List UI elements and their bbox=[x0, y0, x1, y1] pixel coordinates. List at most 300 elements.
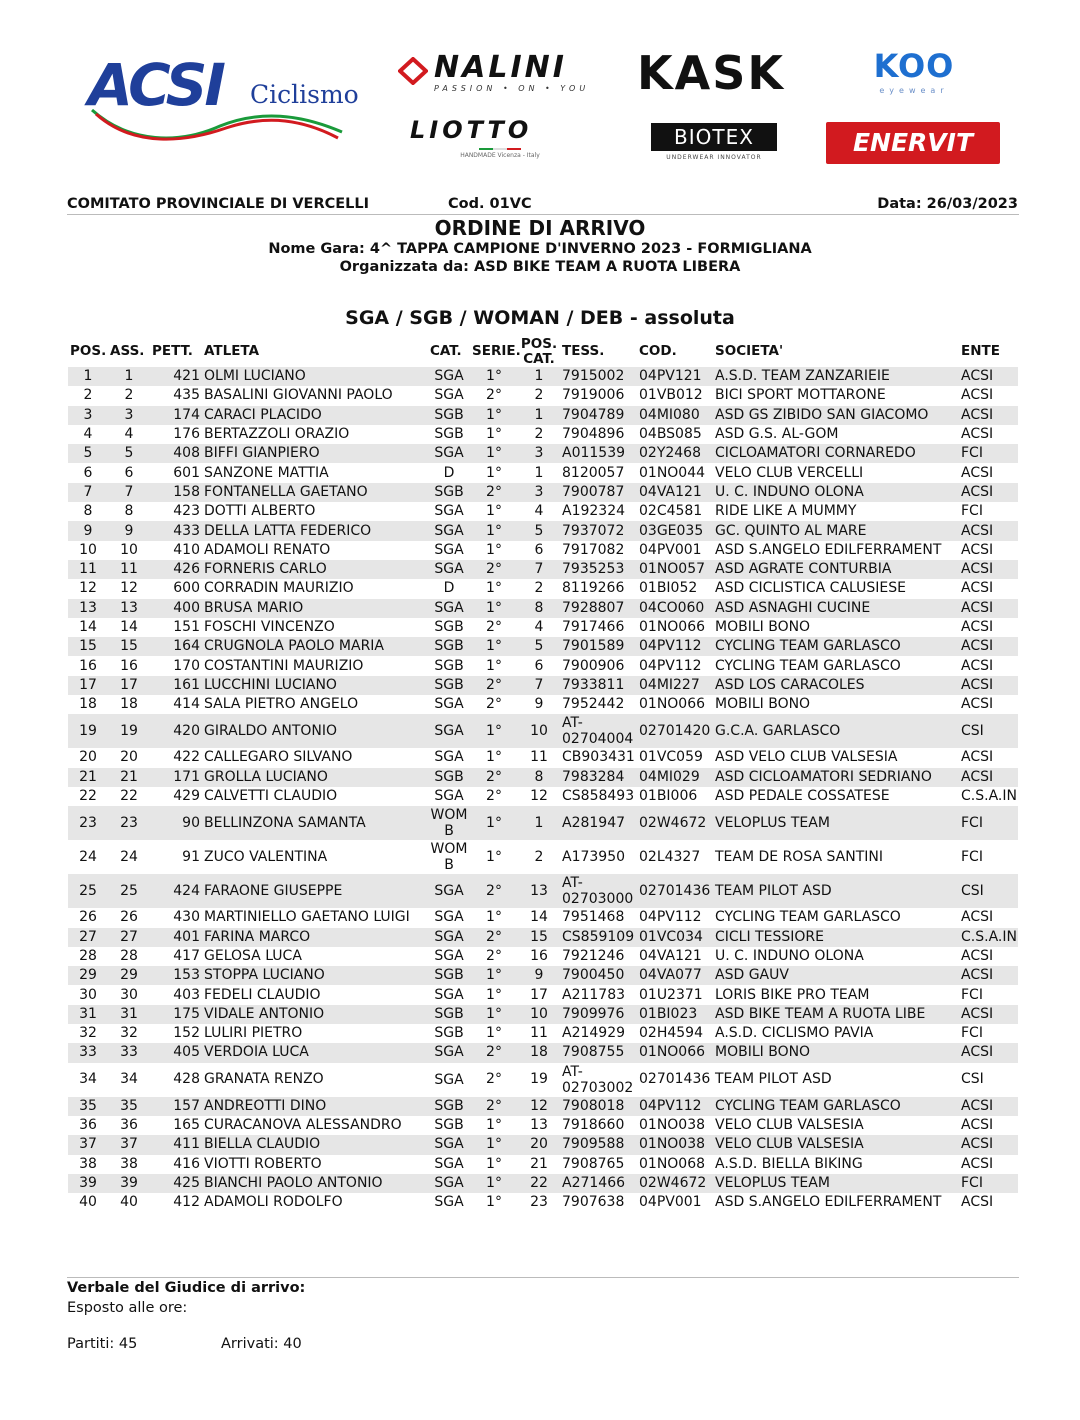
cell-ente: ACSI bbox=[959, 367, 1018, 386]
cell-pos: 29 bbox=[68, 966, 108, 985]
biotex-logo-tagline: UNDERWEAR INNOVATOR bbox=[666, 154, 762, 161]
liotto-logo-tagline: HANDMADE Vicenza - Italy bbox=[460, 152, 540, 159]
cell-poscat: 1 bbox=[518, 367, 560, 386]
cell-tess: A271466 bbox=[560, 1174, 637, 1193]
acsi-logo-ciclismo: Ciclismo bbox=[250, 80, 359, 109]
table-row bbox=[68, 386, 1018, 405]
cell-pos: 13 bbox=[68, 599, 108, 618]
cell-pett: 421 bbox=[150, 367, 202, 386]
cell-poscat: 5 bbox=[518, 521, 560, 540]
cell-cat: SGB bbox=[434, 657, 464, 674]
cell-poscat: 12 bbox=[518, 1097, 560, 1116]
cell-ass: 36 bbox=[120, 1117, 138, 1134]
cell-societa: VELO CLUB VALSESIA bbox=[713, 1135, 959, 1154]
cell-societa: ASD BIKE TEAM A RUOTA LIBE bbox=[713, 1005, 959, 1024]
table-row bbox=[68, 637, 1018, 656]
cell-pos: 3 bbox=[68, 406, 108, 425]
cell-ente: ACSI bbox=[961, 464, 994, 481]
cell-cod: 01NO066 bbox=[637, 1043, 713, 1062]
cell-tess: 7909588 bbox=[560, 1135, 637, 1154]
cell-cod: 04PV112 bbox=[637, 1097, 713, 1116]
acsi-ciclismo-logo bbox=[88, 51, 359, 148]
cell-pos: 30 bbox=[79, 986, 97, 1003]
cell-cat: SGB bbox=[428, 676, 470, 695]
cell-societa: TEAM DE ROSA SANTINI bbox=[715, 848, 883, 865]
cell-cat: SGA bbox=[428, 874, 470, 908]
cell-cat: SGA bbox=[434, 749, 464, 766]
cell-ass: 13 bbox=[108, 599, 150, 618]
cell-ass: 29 bbox=[108, 966, 150, 985]
cell-poscat: 12 bbox=[530, 788, 548, 805]
cell-ass: 40 bbox=[120, 1194, 138, 1211]
verbale-label: Verbale del Giudice di arrivo: bbox=[67, 1280, 306, 1296]
table-row bbox=[68, 874, 1018, 908]
cell-atleta: GELOSA LUCA bbox=[204, 947, 302, 964]
cell-cat: SGA bbox=[428, 1135, 470, 1154]
cell-pett: 417 bbox=[173, 947, 200, 964]
cell-cat: SGA bbox=[434, 696, 464, 713]
cell-cod: 04CO060 bbox=[637, 599, 713, 618]
cell-cod: 04VA077 bbox=[637, 966, 713, 985]
cell-tess: AT-02703002 bbox=[562, 1063, 634, 1096]
table-row bbox=[68, 618, 1018, 637]
cell-cod: 01NO057 bbox=[637, 560, 713, 579]
cell-cod: 01BI052 bbox=[639, 580, 698, 597]
nalini-logo-tagline: PASSION • ON • YOU bbox=[434, 84, 590, 93]
table-row bbox=[68, 406, 1018, 425]
cell-poscat: 2 bbox=[534, 580, 544, 597]
esposto-label: Esposto alle ore: bbox=[67, 1300, 188, 1316]
cell-societa: ASD ASNAGHI CUCINE bbox=[713, 599, 959, 618]
cell-ente: FCI bbox=[959, 1174, 1018, 1193]
cell-pos: 7 bbox=[68, 483, 108, 502]
cell-tess: 7917082 bbox=[562, 541, 625, 558]
cell-societa: LORIS BIKE PRO TEAM bbox=[715, 986, 870, 1003]
table-row bbox=[68, 1155, 1018, 1174]
cell-cat: D bbox=[443, 464, 455, 481]
cell-tess: 7907638 bbox=[562, 1194, 625, 1211]
cell-ass: 14 bbox=[120, 619, 138, 635]
table-row bbox=[68, 787, 1018, 806]
cell-ente: ACSI bbox=[961, 619, 994, 635]
enervit-logo-word: ENERVIT bbox=[826, 122, 1000, 164]
cell-tess: 7983284 bbox=[560, 768, 637, 787]
cell-tess: 7937072 bbox=[560, 521, 637, 540]
col-header-cod: COD. bbox=[639, 343, 677, 360]
cell-poscat: 10 bbox=[518, 714, 560, 748]
cell-atleta: FEDELI CLAUDIO bbox=[204, 986, 321, 1003]
col-header-societa: SOCIETA' bbox=[715, 343, 784, 360]
cell-ente: ACSI bbox=[959, 483, 1018, 502]
nalini-logo bbox=[398, 50, 602, 97]
cell-pett: 400 bbox=[150, 599, 202, 618]
cell-atleta: FARINA MARCO bbox=[202, 928, 428, 947]
cell-cod: 01NO038 bbox=[637, 1135, 713, 1154]
cell-cod: 02L4327 bbox=[639, 848, 701, 865]
cell-atleta: VIOTTI ROBERTO bbox=[204, 1155, 322, 1172]
cell-cod: 02701436 bbox=[639, 1071, 711, 1088]
cell-societa: ASD CICLISTICA CALUSIESE bbox=[715, 580, 906, 597]
table-row bbox=[68, 1005, 1018, 1024]
cell-ass: 20 bbox=[120, 749, 138, 766]
cell-cat: SGA bbox=[428, 928, 470, 947]
cell-cat: SGA bbox=[428, 1174, 470, 1193]
cell-ass: 34 bbox=[120, 1071, 138, 1088]
col-header-cat: CAT. bbox=[430, 343, 462, 360]
cell-pos: 38 bbox=[79, 1155, 97, 1172]
cell-pos: 33 bbox=[68, 1043, 108, 1062]
cell-cat: SGA bbox=[428, 560, 470, 579]
cell-cat: SGA bbox=[428, 1043, 470, 1062]
cell-ente: ACSI bbox=[961, 1155, 994, 1172]
cell-cat: SGB bbox=[434, 1117, 464, 1134]
cell-serie: 1° bbox=[470, 444, 518, 463]
cell-poscat: 6 bbox=[534, 541, 544, 558]
cell-pos: 1 bbox=[68, 367, 108, 386]
cell-serie: 2° bbox=[470, 1043, 518, 1062]
cell-pos: 39 bbox=[68, 1174, 108, 1193]
cell-cod: 04PV112 bbox=[639, 909, 702, 926]
cell-serie: 2° bbox=[486, 387, 502, 404]
cell-societa: A.S.D. CICLISMO PAVIA bbox=[715, 1025, 874, 1042]
cell-pos: 34 bbox=[79, 1071, 97, 1088]
nalini-mark-icon bbox=[398, 57, 428, 85]
cell-tess: 7952442 bbox=[562, 696, 625, 713]
cell-tess: A173950 bbox=[562, 849, 626, 866]
cell-serie: 2° bbox=[470, 928, 518, 947]
cell-pett: 420 bbox=[150, 714, 202, 748]
cell-ass: 7 bbox=[108, 483, 150, 502]
cell-cat: SGB bbox=[428, 637, 470, 656]
cell-societa: CICLI TESSIORE bbox=[713, 928, 959, 947]
cell-tess: 8120057 bbox=[562, 464, 625, 481]
cell-cat: SGB bbox=[428, 1097, 470, 1116]
cell-societa: ASD GAUV bbox=[713, 966, 959, 985]
cell-ente: ACSI bbox=[959, 406, 1018, 425]
cell-cat: SGA bbox=[428, 444, 470, 463]
cell-pett: 408 bbox=[150, 444, 202, 463]
cell-pett: 424 bbox=[150, 874, 202, 908]
cell-atleta: BASALINI GIOVANNI PAOLO bbox=[204, 387, 393, 404]
table-row bbox=[68, 748, 1018, 767]
partiti-count: Partiti: 45 bbox=[67, 1336, 138, 1352]
cell-poscat: 8 bbox=[518, 599, 560, 618]
cell-poscat: 22 bbox=[518, 1174, 560, 1193]
cell-pos: 28 bbox=[79, 947, 97, 964]
cell-ass: 3 bbox=[108, 406, 150, 425]
cell-ass: 16 bbox=[120, 657, 138, 674]
cell-ass: 26 bbox=[120, 909, 138, 926]
cell-cod: 01BI023 bbox=[637, 1005, 713, 1024]
cell-ente: ACSI bbox=[961, 1117, 994, 1134]
cell-cod: 04PV001 bbox=[639, 541, 702, 558]
cell-serie: 1° bbox=[470, 367, 518, 386]
cell-atleta: GRANATA RENZO bbox=[204, 1071, 324, 1088]
cell-ente: CSI bbox=[961, 1071, 984, 1088]
cell-tess: 7951468 bbox=[562, 909, 625, 926]
cell-societa: CYCLING TEAM GARLASCO bbox=[713, 637, 959, 656]
cell-ass: 5 bbox=[108, 444, 150, 463]
cell-poscat: 16 bbox=[530, 947, 548, 964]
cell-pett: 153 bbox=[150, 966, 202, 985]
cell-pos: 40 bbox=[79, 1194, 97, 1211]
cell-ass: 32 bbox=[120, 1025, 138, 1042]
cell-cod: 01NO038 bbox=[639, 1117, 706, 1134]
cell-ente: FCI bbox=[959, 806, 1018, 840]
table-row bbox=[68, 840, 1018, 874]
cell-atleta: GROLLA LUCIANO bbox=[202, 768, 428, 787]
cell-cat: WOMB bbox=[428, 806, 470, 840]
cell-cod: 02H4594 bbox=[639, 1025, 703, 1042]
cell-pos: 2 bbox=[83, 387, 93, 404]
cell-atleta: OLMI LUCIANO bbox=[202, 367, 428, 386]
cell-societa: A.S.D. BIELLA BIKING bbox=[715, 1155, 863, 1172]
cell-tess: 7900787 bbox=[560, 483, 637, 502]
cell-pos: 17 bbox=[68, 676, 108, 695]
cell-tess: A281947 bbox=[560, 806, 637, 840]
col-header-ass: ASS. bbox=[110, 343, 145, 360]
cell-cat: SGA bbox=[434, 986, 464, 1003]
table-row bbox=[68, 1024, 1018, 1043]
cell-cat: SGA bbox=[434, 1155, 464, 1172]
cell-pett: 161 bbox=[150, 676, 202, 695]
cell-ass: 18 bbox=[120, 696, 138, 713]
cell-pett: 165 bbox=[173, 1117, 200, 1134]
col-header-serie: SERIE. bbox=[472, 343, 521, 360]
cell-serie: 1° bbox=[486, 909, 502, 926]
cell-societa: MOBILI BONO bbox=[715, 619, 811, 635]
cell-atleta: CURACANOVA ALESSANDRO bbox=[204, 1117, 402, 1134]
table-row bbox=[68, 928, 1018, 947]
cell-societa: GC. QUINTO AL MARE bbox=[713, 521, 959, 540]
cell-cod: 04PV112 bbox=[639, 657, 702, 674]
cell-pett: 423 bbox=[173, 503, 200, 520]
cell-serie: 1° bbox=[470, 1174, 518, 1193]
cell-cat: SGA bbox=[434, 788, 464, 805]
cell-tess: CB903431 bbox=[562, 749, 635, 766]
cell-pett: 164 bbox=[150, 637, 202, 656]
cell-ass: 21 bbox=[108, 768, 150, 787]
liotto-logo bbox=[410, 118, 590, 168]
cell-serie: 2° bbox=[486, 788, 502, 805]
cell-atleta: BIANCHI PAOLO ANTONIO bbox=[202, 1174, 428, 1193]
cell-cod: 01VC059 bbox=[639, 749, 703, 766]
cell-tess: 7900450 bbox=[560, 966, 637, 985]
cell-poscat: 2 bbox=[534, 387, 544, 404]
cell-serie: 1° bbox=[486, 657, 502, 674]
cell-societa: VELO CLUB VERCELLI bbox=[715, 464, 864, 481]
cell-societa: ASD S.ANGELO EDILFERRAMENT bbox=[715, 541, 942, 558]
cell-tess: 7909976 bbox=[560, 1005, 637, 1024]
table-row bbox=[68, 521, 1018, 540]
cell-poscat: 3 bbox=[518, 483, 560, 502]
col-header-pos: POS. bbox=[70, 343, 107, 360]
cell-ente: FCI bbox=[961, 848, 983, 865]
cell-atleta: FORNERIS CARLO bbox=[202, 560, 428, 579]
table-row bbox=[68, 985, 1018, 1004]
cell-societa: ASD LOS CARACOLES bbox=[713, 676, 959, 695]
cell-ente: ACSI bbox=[961, 541, 994, 558]
cell-ente: FCI bbox=[959, 444, 1018, 463]
cell-atleta: SALA PIETRO ANGELO bbox=[204, 696, 359, 713]
cell-pett: 401 bbox=[150, 928, 202, 947]
table-row bbox=[68, 714, 1018, 748]
cell-atleta: MARTINIELLO GAETANO LUIGI bbox=[204, 909, 410, 926]
cell-atleta: FOSCHI VINCENZO bbox=[204, 619, 335, 635]
cell-atleta: VIDALE ANTONIO bbox=[202, 1005, 428, 1024]
cell-atleta: COSTANTINI MAURIZIO bbox=[204, 657, 364, 674]
cell-poscat: 6 bbox=[534, 657, 544, 674]
table-row bbox=[68, 966, 1018, 985]
cell-serie: 1° bbox=[486, 541, 502, 558]
cell-cod: 01NO066 bbox=[639, 696, 706, 713]
cell-cod: 01NO044 bbox=[639, 464, 706, 481]
cell-ass: 19 bbox=[108, 714, 150, 748]
cell-pos: 25 bbox=[68, 874, 108, 908]
cell-pos: 18 bbox=[79, 696, 97, 713]
cell-cod: 01BI006 bbox=[639, 788, 698, 805]
cell-cat: SGB bbox=[428, 1005, 470, 1024]
cell-serie: 1° bbox=[470, 966, 518, 985]
cell-cat: SGB bbox=[428, 966, 470, 985]
kask-logo-word: KASK bbox=[637, 46, 786, 100]
cell-pos: 8 bbox=[83, 503, 93, 520]
table-row bbox=[68, 367, 1018, 386]
cell-atleta: CRUGNOLA PAOLO MARIA bbox=[202, 637, 428, 656]
cell-pos: 4 bbox=[83, 426, 93, 443]
cell-cat: SGA bbox=[434, 387, 464, 404]
table-row bbox=[68, 444, 1018, 463]
cell-societa: U. C. INDUNO OLONA bbox=[713, 483, 959, 502]
cell-cod: 04VA121 bbox=[637, 483, 713, 502]
cell-ente: FCI bbox=[961, 986, 983, 1003]
cell-cat: WOMB bbox=[430, 841, 468, 874]
cell-poscat: 4 bbox=[534, 619, 544, 635]
cell-cat: SGA bbox=[428, 367, 470, 386]
table-row bbox=[68, 502, 1018, 521]
cell-serie: 1° bbox=[486, 848, 502, 865]
cell-societa: VELOPLUS TEAM bbox=[713, 1174, 959, 1193]
cell-ente: ACSI bbox=[959, 1005, 1018, 1024]
cell-serie: 1° bbox=[470, 599, 518, 618]
cell-atleta: FONTANELLA GAETANO bbox=[202, 483, 428, 502]
cell-ass: 8 bbox=[124, 503, 134, 520]
cell-tess: 7915002 bbox=[560, 367, 637, 386]
cell-cat: SGA bbox=[434, 909, 464, 926]
table-row bbox=[68, 1116, 1018, 1135]
cell-cod: 03GE035 bbox=[637, 521, 713, 540]
cell-ass: 9 bbox=[108, 521, 150, 540]
cell-atleta: BIELLA CLAUDIO bbox=[202, 1135, 428, 1154]
cell-serie: 1° bbox=[486, 1117, 502, 1134]
cell-tess: 7921246 bbox=[562, 947, 625, 964]
cell-atleta: FARAONE GIUSEPPE bbox=[202, 874, 428, 908]
cell-cat: SGB bbox=[434, 1025, 464, 1042]
cell-tess: 7908755 bbox=[560, 1043, 637, 1062]
cell-atleta: CORRADIN MAURIZIO bbox=[204, 580, 354, 597]
cell-atleta: BELLINZONA SAMANTA bbox=[202, 806, 428, 840]
cell-pett: 158 bbox=[150, 483, 202, 502]
cell-pos: 5 bbox=[68, 444, 108, 463]
cell-ente: ACSI bbox=[959, 521, 1018, 540]
cell-pett: 410 bbox=[173, 541, 200, 558]
cell-pett: 405 bbox=[150, 1043, 202, 1062]
cell-cod: 04MI080 bbox=[637, 406, 713, 425]
cell-tess: 7933811 bbox=[560, 676, 637, 695]
koo-logo-word: KOO bbox=[873, 47, 955, 85]
cell-ass: 28 bbox=[120, 947, 138, 964]
cell-tess: CS858493 bbox=[562, 788, 635, 805]
cell-pos: 27 bbox=[68, 928, 108, 947]
cell-ass: 6 bbox=[124, 464, 134, 481]
cell-poscat: 20 bbox=[518, 1135, 560, 1154]
cell-serie: 1° bbox=[470, 521, 518, 540]
cell-poscat: 23 bbox=[530, 1194, 548, 1211]
cell-tess: 7917466 bbox=[562, 619, 625, 635]
cell-ass: 17 bbox=[108, 676, 150, 695]
cell-ente: C.S.A.IN bbox=[959, 928, 1018, 947]
cell-ente: ACSI bbox=[959, 1097, 1018, 1116]
cell-societa: ASD S.ANGELO EDILFERRAMENT bbox=[715, 1194, 942, 1211]
footer-divider bbox=[67, 1277, 1019, 1278]
cell-pos: 10 bbox=[79, 541, 97, 558]
cell-poscat: 11 bbox=[530, 749, 548, 766]
cell-tess: 7900906 bbox=[562, 657, 625, 674]
table-row bbox=[68, 695, 1018, 714]
cell-cod: 02Y2468 bbox=[637, 444, 713, 463]
cell-poscat: 5 bbox=[518, 637, 560, 656]
cell-societa: RIDE LIKE A MUMMY bbox=[715, 503, 857, 520]
cell-tess: 7935253 bbox=[560, 560, 637, 579]
cell-pos: 20 bbox=[79, 749, 97, 766]
cell-pett: 416 bbox=[173, 1155, 200, 1172]
cell-pos: 37 bbox=[68, 1135, 108, 1154]
cell-cod: 02701420 bbox=[637, 714, 713, 748]
cell-pett: 429 bbox=[173, 788, 200, 805]
cell-societa: VELOPLUS TEAM bbox=[713, 806, 959, 840]
cell-cod: 02W4672 bbox=[637, 1174, 713, 1193]
cell-serie: 2° bbox=[470, 768, 518, 787]
cell-pos: 6 bbox=[83, 464, 93, 481]
cell-cod: 04BS085 bbox=[639, 426, 702, 443]
biotex-logo-word: BIOTEX bbox=[651, 123, 777, 151]
cell-ass: 27 bbox=[108, 928, 150, 947]
cell-ente: CSI bbox=[959, 714, 1018, 748]
cell-pett: 170 bbox=[173, 657, 200, 674]
cell-pett: 414 bbox=[173, 696, 200, 713]
cell-ass: 30 bbox=[120, 986, 138, 1003]
cell-cat: SGB bbox=[428, 768, 470, 787]
cell-serie: 1° bbox=[486, 1025, 502, 1042]
cell-ass: 35 bbox=[108, 1097, 150, 1116]
cell-cod: 01NO068 bbox=[639, 1155, 706, 1172]
cell-ente: ACSI bbox=[959, 637, 1018, 656]
cell-pett: 433 bbox=[150, 521, 202, 540]
cell-ass: 12 bbox=[120, 580, 138, 597]
cell-societa: G.C.A. GARLASCO bbox=[713, 714, 959, 748]
cell-serie: 1° bbox=[486, 1194, 502, 1211]
date-label: Data: 26/03/2023 bbox=[877, 196, 1018, 212]
cell-atleta: BRUSA MARIO bbox=[202, 599, 428, 618]
cell-tess: AT-02704004 bbox=[560, 714, 637, 748]
liotto-logo-word: LIOTTO bbox=[410, 116, 533, 144]
table-row bbox=[68, 947, 1018, 966]
cell-poscat: 10 bbox=[518, 1005, 560, 1024]
cell-atleta: LULIRI PIETRO bbox=[204, 1025, 303, 1042]
table-row bbox=[68, 483, 1018, 502]
cell-cat: SGA bbox=[428, 599, 470, 618]
cell-serie: 1° bbox=[470, 637, 518, 656]
